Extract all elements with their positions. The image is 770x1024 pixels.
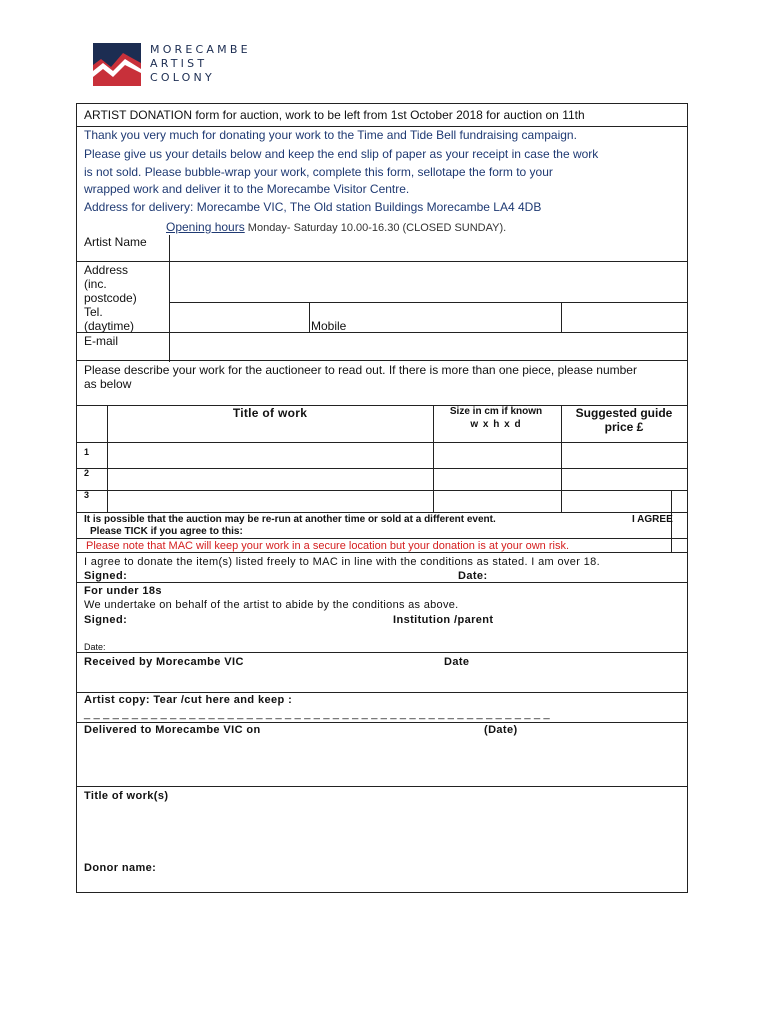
titles-of-works-label: Title of work(s) [84,790,169,802]
address-label-1: Address [84,263,129,277]
logo-wordmark: MORECAMBE ARTIST COLONY [150,43,251,84]
intro-line-4: wrapped work and deliver it to the Morecambe Visitor Centre. [84,182,410,196]
work-title-field-1[interactable] [107,440,431,462]
describe-line-1: Please describe your work for the auctioneer to read out. If there is more than one piece, please number [84,363,637,377]
tel-field[interactable] [169,302,307,331]
col-price-line-1: Suggested guide [575,406,673,420]
row-number-1: 1 [84,447,90,457]
col-price-line-2: price £ [604,420,644,434]
work-title-field-2[interactable] [107,462,431,484]
signed-label: Signed: [84,570,128,582]
email-field[interactable] [169,332,687,360]
logo-mark-icon [93,43,141,86]
address-field[interactable] [169,262,687,300]
tel-label-2: (daytime) [84,319,135,333]
address-label-3: postcode) [84,291,137,305]
opening-hours-value: Monday- Saturday 10.00-16.30 (CLOSED SUNDAY). [244,222,507,234]
institution-parent-label: Institution /parent [393,614,494,626]
work-title-field-3[interactable] [107,484,431,510]
i-agree-label: I AGREE [632,514,673,525]
email-label: E-mail [84,334,119,348]
row-number-2: 2 [84,468,90,478]
signed-label-2: Signed: [84,614,128,626]
tel-label-1: Tel. [84,305,103,319]
artist-name-label: Artist Name [84,235,147,249]
form-title: ARTIST DONATION form for auction, work to be left from 1st October 2018 for auction on 11th [84,108,585,122]
delivery-address: Address for delivery: Morecambe VIC, The Old station Buildings Morecambe LA4 4DB [84,200,542,214]
address-label-2: (inc. [84,277,107,291]
mobile-label: Mobile [311,319,347,333]
rerun-notice: It is possible that the auction may be re-run at another time or sold at a different event. [84,514,496,525]
under-18-heading: For under 18s [84,585,162,597]
artist-name-field[interactable] [169,235,687,261]
intro-line-1: Thank you very much for donating your work to the Time and Tide Bell fundraising campaign. [84,128,577,142]
opening-hours-label: Opening hours [166,220,245,234]
received-date-label: Date [444,656,470,668]
col-size-line-1: Size in cm if known [449,406,543,417]
tear-line: _ _ _ _ _ _ _ _ _ _ _ _ _ _ _ _ _ _ _ _ _ _ _ _ _ _ _ _ _ _ _ _ _ _ _ _ _ _ _ _ _ _ _ _ _ _ _ _ _ [84,708,550,720]
undertake-statement: We undertake on behalf of the artist to abide by the conditions as above. [84,599,459,611]
received-by-label: Received by Morecambe VIC [84,656,244,668]
col-size-line-2: w x h x d [470,419,522,430]
date-label: Date: [458,570,488,582]
agree-statement: I agree to donate the item(s) listed freely to MAC in line with the conditions as stated. I am over 18. [84,556,601,568]
donor-name-label: Donor name: [84,862,157,874]
delivered-label: Delivered to Morecambe VIC on [84,724,261,736]
describe-line-2: as below [84,377,132,391]
delivered-date-label: (Date) [484,724,518,736]
row-number-3: 3 [84,490,90,500]
intro-line-2: Please give us your details below and keep the end slip of paper as your receipt in case the work [84,147,599,161]
tick-instruction: Please TICK if you agree to this: [90,526,243,537]
mobile-field[interactable] [561,302,687,331]
date-label-small: Date: [84,642,106,652]
intro-line-3: is not sold. Please bubble-wrap your work, complete this form, sellotape the form to your [84,165,553,179]
agree-tick-box[interactable] [671,538,687,551]
artist-copy-label: Artist copy: Tear /cut here and keep : [84,694,293,706]
col-title-of-work: Title of work [232,406,308,420]
risk-note: Please note that MAC will keep your work in a secure location but your donation is at your own risk. [86,540,570,552]
